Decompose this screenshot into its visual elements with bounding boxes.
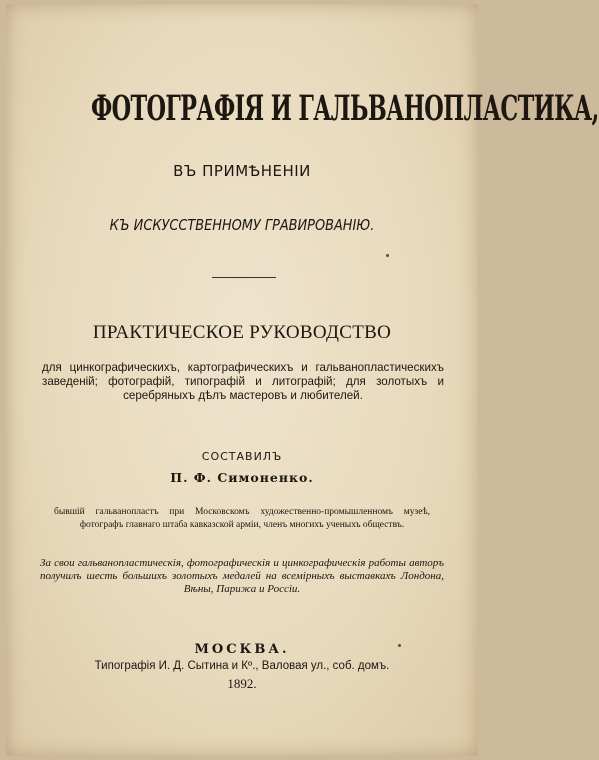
- paper-speck: [398, 644, 401, 647]
- title-page: [6, 4, 599, 756]
- author-bio: бывшій гальванопластъ при Московскомъ художественно-промышленномъ музеѣ, фотографъ главнаго штаба кавказской арміи, членъ многихъ ученыхъ обществъ.: [54, 507, 430, 530]
- awards-note: За свои гальванопластическія, фотографическія и цинкографическія работы авторъ получилъ шесть большихъ золотыхъ медалей на всемірныхъ выставкахъ Лондона, Вѣны, Парижа и Россіи.: [40, 557, 444, 595]
- audience-description: для цинкографическихъ, картографическихъ и гальванопластическихъ заведеній; фотографій, типографій и литографій; для золотыхъ и серебряныхъ дѣлъ мастеровъ и любителей.: [42, 361, 444, 402]
- publication-year: 1892.: [227, 676, 257, 691]
- book-title: ФОТОГРАФІЯ И ГАЛЬВАНОПЛАСТИКА,: [90, 88, 599, 129]
- subtitle-line-2: КЪ ИСКУССТВЕННОМУ ГРАВИРОВАНІЮ.: [109, 216, 375, 234]
- divider-rule: [212, 277, 276, 278]
- author-name: П. Ф. Симоненко.: [170, 470, 314, 485]
- printer-info: Типографія И. Д. Сытина и Кº., Валовая ул., соб. домъ.: [94, 660, 390, 672]
- publication-city: МОСКВА.: [194, 642, 290, 657]
- composed-by-label: СОСТАВИЛЪ: [201, 450, 283, 463]
- subtitle-line-1: ВЪ ПРИМѢНЕНІИ: [173, 162, 311, 180]
- paper-speck: [386, 254, 389, 257]
- guide-title: ПРАКТИЧЕСКОЕ РУКОВОДСТВО: [92, 322, 392, 343]
